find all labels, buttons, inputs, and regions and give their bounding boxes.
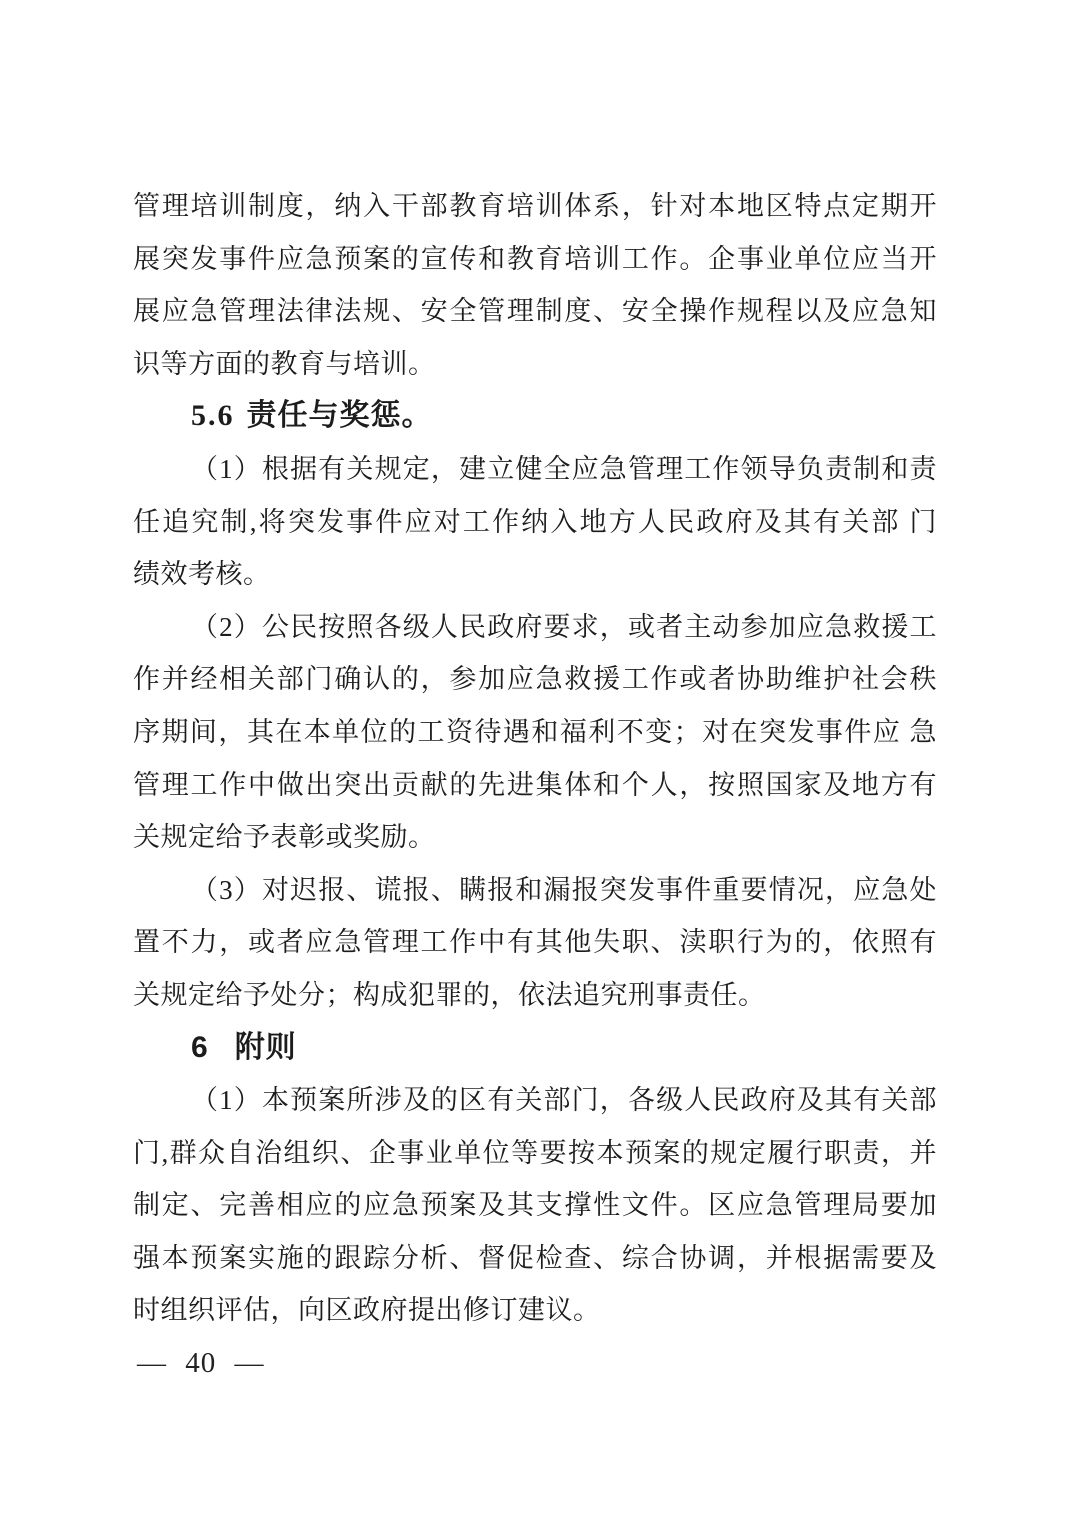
- section-number: 6: [191, 1030, 209, 1064]
- page-number-footer: — 40 —: [137, 1347, 265, 1380]
- text-line: 展突发事件应急预案的宣传和教育培训工作。企事业单位应当开: [133, 243, 937, 274]
- text-line: （1）本预案所涉及的区有关部门，各级人民政府及其有关部: [191, 1085, 937, 1116]
- text-line: 门,群众自治组织、企事业单位等要按本预案的规定履行职责，并: [133, 1137, 937, 1168]
- text-line: 识等方面的教育与培训。: [133, 348, 436, 379]
- text-line: （1）根据有关规定，建立健全应急管理工作领导负责制和责: [191, 453, 937, 484]
- text-line: 展应急管理法律法规、安全管理制度、安全操作规程以及应急知: [133, 296, 937, 327]
- section-title: 责任与奖惩。: [246, 399, 433, 433]
- text-line: 管理工作中做出突出贡献的先进集体和个人，按照国家及地方有: [133, 769, 937, 800]
- section-heading-responsibility-rewards: [133, 390, 937, 443]
- text-line: 强本预案实施的跟踪分析、督促检查、综合协调，并根据需要及: [133, 1242, 937, 1273]
- text-line: 序期间，其在本单位的工资待遇和福利不变；对在突发事件应 急: [133, 716, 937, 747]
- paragraph-item-1: [133, 443, 937, 601]
- document-body: [133, 180, 937, 1390]
- paragraph-item-2: [133, 601, 937, 864]
- paragraph-training-continuation: [133, 180, 937, 390]
- text-line: 管理培训制度，纳入干部教育培训体系，针对本地区特点定期开: [133, 191, 937, 221]
- text-line: 时组织评估，向区政府提出修订建议。: [133, 1295, 601, 1326]
- section-title: 附则: [234, 1030, 297, 1064]
- text-line: （3）对迟报、谎报、瞒报和漏报突发事件重要情况，应急处: [191, 874, 937, 905]
- text-line: 制定、完善相应的应急预案及其支撑性文件。区应急管理局要加: [133, 1190, 937, 1221]
- paragraph-annex-1: [133, 1074, 937, 1337]
- text-line: 关规定给予表彰或奖励。: [133, 822, 436, 853]
- text-line: （2）公民按照各级人民政府要求，或者主动参加应急救援工: [191, 611, 937, 642]
- text-line: 绩效考核。: [133, 559, 271, 590]
- text-line: 关规定给予处分；构成犯罪的，依法追究刑事责任。: [133, 979, 766, 1010]
- text-line: 置不力，或者应急管理工作中有其他失职、渎职行为的，依照有: [133, 927, 937, 958]
- section-number: 5.6: [191, 399, 235, 433]
- section-heading-annex: [133, 1022, 937, 1075]
- text-line: 作并经相关部门确认的，参加应急救援工作或者协助维护社会秩: [133, 664, 937, 695]
- paragraph-item-3: [133, 864, 937, 1022]
- text-line: 任追究制,将突发事件应对工作纳入地方人民政府及其有关部 门: [133, 506, 937, 537]
